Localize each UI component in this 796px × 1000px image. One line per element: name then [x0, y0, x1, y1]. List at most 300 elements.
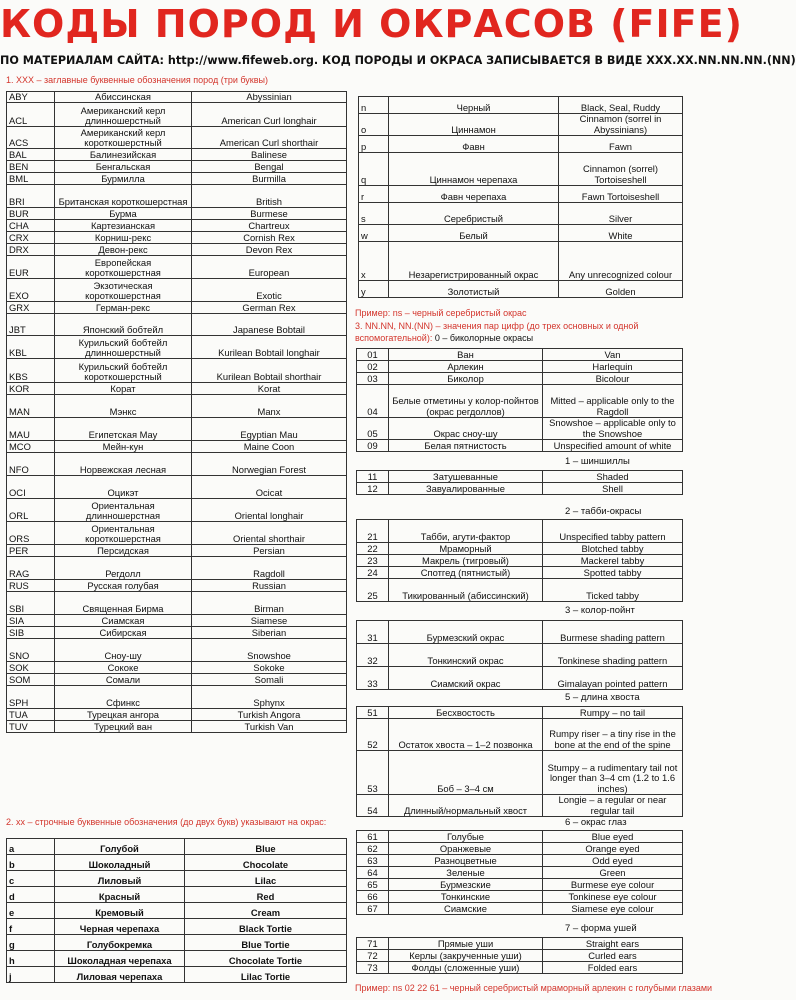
breed-row	[7, 721, 347, 733]
breed-row	[7, 476, 347, 499]
number-name-en: Blue eyed	[543, 831, 683, 843]
breed-code: TUV	[7, 721, 55, 733]
breed-name-ru: Турецкий ван	[55, 721, 192, 733]
breed-code: TUA	[7, 709, 55, 721]
breed-row	[7, 220, 347, 232]
color-row	[7, 903, 347, 919]
color-name-en: Chocolate	[185, 855, 347, 871]
breed-code: RAG	[7, 557, 55, 580]
breed-name-en: Sphynx	[192, 686, 347, 709]
number-name-en: Orange eyed	[543, 843, 683, 855]
breed-row	[7, 662, 347, 674]
color-code: x	[359, 242, 389, 281]
color-name-ru: Лиловый	[55, 871, 185, 887]
breed-name-ru: Курильский бобтейл короткошерстный	[55, 359, 192, 383]
number-name-en: Folded ears	[543, 962, 683, 974]
breed-code: BEN	[7, 161, 55, 173]
breed-name-ru: Курильский бобтейл длинношерстный	[55, 336, 192, 359]
breed-name-ru: Сиамская	[55, 615, 192, 627]
color-code: g	[7, 935, 55, 951]
breed-row	[7, 208, 347, 220]
color-name-en: Blue	[185, 839, 347, 855]
number-name-ru: Спотгед (пятнистый)	[389, 567, 543, 579]
color-row	[7, 855, 347, 871]
number-group-table	[356, 470, 683, 495]
number-row	[357, 567, 683, 579]
breed-row	[7, 453, 347, 476]
breed-row	[7, 418, 347, 441]
number-row	[357, 879, 683, 891]
color-row	[359, 203, 683, 225]
breed-row	[7, 499, 347, 522]
number-code: 72	[357, 950, 389, 962]
breed-name-ru: Сноу-шу	[55, 639, 192, 662]
number-row	[357, 719, 683, 751]
breed-code: SIB	[7, 627, 55, 639]
breed-name-ru: Священная Бирма	[55, 592, 192, 615]
color-row	[359, 186, 683, 203]
number-code: 03	[357, 373, 389, 385]
number-code: 04	[357, 385, 389, 418]
breed-code: ORL	[7, 499, 55, 522]
number-name-ru: Боб – 3–4 см	[389, 751, 543, 795]
breed-name-en: Manx	[192, 395, 347, 418]
number-name-ru: Бурмезский окрас	[389, 621, 543, 644]
color-name-ru: Незарегистрированный окрас	[389, 242, 559, 281]
breed-name-en: Siberian	[192, 627, 347, 639]
number-name-en: Gimalayan pointed pattern	[543, 667, 683, 690]
color-name-ru: Шоколадный	[55, 855, 185, 871]
number-row	[357, 831, 683, 843]
color-code: w	[359, 225, 389, 242]
breed-name-ru: Американский керл длинношерстный	[55, 103, 192, 127]
number-name-en: Mackerel tabby	[543, 555, 683, 567]
colors-table-left	[6, 838, 347, 983]
number-name-en: Curled ears	[543, 950, 683, 962]
color-name-ru: Голубокремка	[55, 935, 185, 951]
number-name-en: Rumpy riser – a tiny rise in the bone at the end of the spine	[543, 719, 683, 751]
color-name-en: Lilac Tortie	[185, 967, 347, 983]
number-name-ru: Завуалированные	[389, 483, 543, 495]
number-code: 62	[357, 843, 389, 855]
number-row	[357, 621, 683, 644]
breed-row	[7, 522, 347, 545]
breed-name-en: Abyssinian	[192, 92, 347, 103]
breed-name-ru: Европейская короткошерстная	[55, 256, 192, 279]
breed-name-en: Bengal	[192, 161, 347, 173]
number-code: 61	[357, 831, 389, 843]
breed-name-ru: Экзотическая короткошерстная	[55, 279, 192, 302]
color-row	[359, 281, 683, 298]
breed-name-ru: Турецкая ангора	[55, 709, 192, 721]
number-row	[357, 373, 683, 385]
color-name-en: Black, Seal, Ruddy	[559, 97, 683, 114]
color-row	[7, 919, 347, 935]
group-title: 1 – шиншиллы	[565, 456, 630, 467]
number-code: 25	[357, 579, 389, 602]
breed-code: SOK	[7, 662, 55, 674]
number-row	[357, 938, 683, 950]
number-group-table	[356, 706, 683, 817]
breed-code: BAL	[7, 149, 55, 161]
color-name-en: Fawn Tortoiseshell	[559, 186, 683, 203]
breed-name-en: Snowshoe	[192, 639, 347, 662]
breed-name-en: European	[192, 256, 347, 279]
breed-code: BRI	[7, 185, 55, 208]
breed-row	[7, 244, 347, 256]
breed-name-ru: Сфинкс	[55, 686, 192, 709]
number-name-en: Tonkinese shading pattern	[543, 644, 683, 667]
color-name-en: Chocolate Tortie	[185, 951, 347, 967]
breed-code: EUR	[7, 256, 55, 279]
breed-name-en: Kurilean Bobtail shorthair	[192, 359, 347, 383]
breed-name-en: Turkish Van	[192, 721, 347, 733]
breed-code: ORS	[7, 522, 55, 545]
number-name-en: Green	[543, 867, 683, 879]
number-name-en: Snowshoe – applicable only to the Snowshoe	[543, 418, 683, 440]
number-name-en: Burmese shading pattern	[543, 621, 683, 644]
number-name-ru: Фолды (сложенные уши)	[389, 962, 543, 974]
color-name-ru: Циннамон	[389, 114, 559, 136]
example-note: Пример: ns – черный серебристый окрас	[355, 308, 527, 318]
number-row	[357, 543, 683, 555]
number-row	[357, 903, 683, 915]
color-name-ru: Золотистый	[389, 281, 559, 298]
number-name-en: Mitted – applicable only to the Ragdoll	[543, 385, 683, 418]
color-row	[7, 887, 347, 903]
number-row	[357, 950, 683, 962]
breed-code: PER	[7, 545, 55, 557]
breed-name-ru: Египетская Мау	[55, 418, 192, 441]
color-row	[359, 114, 683, 136]
number-name-en: Van	[543, 349, 683, 361]
number-name-ru: Сиамские	[389, 903, 543, 915]
color-name-en: Any unrecognized colour	[559, 242, 683, 281]
breed-name-en: Somali	[192, 674, 347, 686]
breed-name-ru: Балинезийская	[55, 149, 192, 161]
breed-name-en: Exotic	[192, 279, 347, 302]
color-code: y	[359, 281, 389, 298]
breed-code: MAN	[7, 395, 55, 418]
breed-row	[7, 173, 347, 185]
number-row	[357, 891, 683, 903]
number-code: 53	[357, 751, 389, 795]
breed-code: KOR	[7, 383, 55, 395]
number-name-en: Unspecified tabby pattern	[543, 520, 683, 543]
color-row	[359, 242, 683, 281]
color-name-en: Fawn	[559, 136, 683, 153]
breed-code: ACS	[7, 127, 55, 149]
color-name-en: Cinnamon (sorrel in Abyssinians)	[559, 114, 683, 136]
color-row	[7, 839, 347, 855]
breed-code: KBL	[7, 336, 55, 359]
breed-name-ru: Корниш-рекс	[55, 232, 192, 244]
number-name-en: Odd eyed	[543, 855, 683, 867]
number-name-en: Unspecified amount of white	[543, 440, 683, 452]
breed-name-en: Russian	[192, 580, 347, 592]
number-row	[357, 385, 683, 418]
breed-code: BML	[7, 173, 55, 185]
breed-row	[7, 359, 347, 383]
breed-name-ru: Ориентальная короткошерстная	[55, 522, 192, 545]
number-group-table	[356, 519, 683, 602]
number-name-ru: Арлекин	[389, 361, 543, 373]
breed-row	[7, 383, 347, 395]
breed-name-ru: Сококе	[55, 662, 192, 674]
breed-row	[7, 185, 347, 208]
number-name-ru: Белые отметины у колор-пойнтов (окрас регдоллов)	[389, 385, 543, 418]
breed-name-ru: Абиссинская	[55, 92, 192, 103]
breed-name-ru: Персидская	[55, 545, 192, 557]
number-row	[357, 751, 683, 795]
color-code: h	[7, 951, 55, 967]
breed-row	[7, 580, 347, 592]
breed-name-en: Cornish Rex	[192, 232, 347, 244]
color-name-ru: Фавн	[389, 136, 559, 153]
number-code: 11	[357, 471, 389, 483]
breed-name-en: Burmese	[192, 208, 347, 220]
breed-code: ACL	[7, 103, 55, 127]
number-name-en: Rumpy – no tail	[543, 707, 683, 719]
breed-name-ru: Японский бобтейл	[55, 314, 192, 336]
breed-name-en: Chartreux	[192, 220, 347, 232]
number-name-ru: Тонкинские	[389, 891, 543, 903]
color-name-en: Cream	[185, 903, 347, 919]
number-code: 31	[357, 621, 389, 644]
color-row	[7, 871, 347, 887]
breed-name-ru: Бенгальская	[55, 161, 192, 173]
breed-name-ru: Девон-рекс	[55, 244, 192, 256]
number-name-ru: Ван	[389, 349, 543, 361]
number-code: 23	[357, 555, 389, 567]
breed-name-ru: Оцикэт	[55, 476, 192, 499]
breed-name-en: German Rex	[192, 302, 347, 314]
color-row	[7, 951, 347, 967]
number-group-table	[356, 348, 683, 452]
breed-code: KBS	[7, 359, 55, 383]
breed-name-en: Balinese	[192, 149, 347, 161]
breeds-table	[6, 91, 347, 733]
number-code: 66	[357, 891, 389, 903]
number-name-ru: Белая пятнистость	[389, 440, 543, 452]
breed-code: SPH	[7, 686, 55, 709]
color-name-ru: Черная черепаха	[55, 919, 185, 935]
number-code: 01	[357, 349, 389, 361]
color-name-ru: Лиловая черепаха	[55, 967, 185, 983]
color-name-en: Golden	[559, 281, 683, 298]
breed-row	[7, 103, 347, 127]
number-name-ru: Прямые уши	[389, 938, 543, 950]
color-name-en: Cinnamon (sorrel) Tortoiseshell	[559, 153, 683, 186]
color-name-ru: Кремовый	[55, 903, 185, 919]
breed-code: MCO	[7, 441, 55, 453]
number-row	[357, 418, 683, 440]
color-code: n	[359, 97, 389, 114]
color-name-ru: Голубой	[55, 839, 185, 855]
number-code: 24	[357, 567, 389, 579]
breed-code: SIA	[7, 615, 55, 627]
number-row	[357, 483, 683, 495]
number-name-ru: Тикированный (абиссинский)	[389, 579, 543, 602]
number-row	[357, 795, 683, 817]
breed-row	[7, 674, 347, 686]
color-name-ru: Серебристый	[389, 203, 559, 225]
color-code: c	[7, 871, 55, 887]
breed-name-ru: Норвежская лесная	[55, 453, 192, 476]
breed-name-en: Devon Rex	[192, 244, 347, 256]
number-name-ru: Табби, агути-фактор	[389, 520, 543, 543]
breed-name-en: Norwegian Forest	[192, 453, 347, 476]
breed-name-en: Egyptian Mau	[192, 418, 347, 441]
color-name-ru: Красный	[55, 887, 185, 903]
color-name-ru: Черный	[389, 97, 559, 114]
breed-name-ru: Картезианская	[55, 220, 192, 232]
color-code: d	[7, 887, 55, 903]
color-code: o	[359, 114, 389, 136]
number-code: 64	[357, 867, 389, 879]
breed-code: EXO	[7, 279, 55, 302]
number-row	[357, 471, 683, 483]
color-code: b	[7, 855, 55, 871]
number-row	[357, 855, 683, 867]
numbers-heading: 3. NN.NN, NN.(NN) – значения пар цифр (до трех основных и одной	[355, 321, 639, 331]
number-code: 09	[357, 440, 389, 452]
breed-code: JBT	[7, 314, 55, 336]
color-code: a	[7, 839, 55, 855]
footer-example: Пример: ns 02 22 61 – черный серебристый мраморный арлекин с голубыми глазами	[355, 983, 713, 993]
number-name-en: Burmese eye colour	[543, 879, 683, 891]
breed-name-en: Oriental shorthair	[192, 522, 347, 545]
number-name-en: Ticked tabby	[543, 579, 683, 602]
breed-code: BUR	[7, 208, 55, 220]
breed-row	[7, 545, 347, 557]
color-name-ru: Шоколадная черепаха	[55, 951, 185, 967]
colors-heading: 2. xx – строчные буквенные обозначения (до двух букв) указывают на окрас:	[6, 817, 327, 827]
breed-name-en: American Curl shorthair	[192, 127, 347, 149]
number-code: 71	[357, 938, 389, 950]
breed-code: GRX	[7, 302, 55, 314]
color-name-ru: Циннамон черепаха	[389, 153, 559, 186]
breed-name-en: Sokoke	[192, 662, 347, 674]
number-code: 51	[357, 707, 389, 719]
breed-code: CHA	[7, 220, 55, 232]
breed-code: NFO	[7, 453, 55, 476]
number-name-ru: Остаток хвоста – 1–2 позвонка	[389, 719, 543, 751]
number-name-en: Spotted tabby	[543, 567, 683, 579]
number-name-ru: Затушеванные	[389, 471, 543, 483]
breed-row	[7, 336, 347, 359]
group-title: 2 – табби-окрасы	[565, 506, 642, 517]
breed-code: SOM	[7, 674, 55, 686]
number-name-ru: Керлы (закрученные уши)	[389, 950, 543, 962]
breed-code: ABY	[7, 92, 55, 103]
color-name-en: White	[559, 225, 683, 242]
number-name-ru: Мраморный	[389, 543, 543, 555]
group-title: 6 – окрас глаз	[565, 817, 627, 828]
breeds-heading: 1. XXX – заглавные буквенные обозначения пород (три буквы)	[6, 75, 268, 85]
color-code: p	[359, 136, 389, 153]
breed-row	[7, 441, 347, 453]
number-group-table	[356, 620, 683, 690]
number-row	[357, 667, 683, 690]
color-row	[359, 97, 683, 114]
breed-name-ru: Британская короткошерстная	[55, 185, 192, 208]
breed-name-ru: Американский керл короткошерстный	[55, 127, 192, 149]
number-row	[357, 555, 683, 567]
breed-row	[7, 615, 347, 627]
breed-row	[7, 279, 347, 302]
number-name-en: Shell	[543, 483, 683, 495]
number-group-table	[356, 937, 683, 974]
number-name-ru: Бурмезские	[389, 879, 543, 891]
number-name-en: Shaded	[543, 471, 683, 483]
breed-code: OCI	[7, 476, 55, 499]
breed-name-ru: Мейн-кун	[55, 441, 192, 453]
breed-name-ru: Герман-рекс	[55, 302, 192, 314]
number-row	[357, 520, 683, 543]
number-code: 12	[357, 483, 389, 495]
breed-name-ru: Сибирская	[55, 627, 192, 639]
number-name-en: Stumpy – a rudimentary tail not longer than 3–4 cm (1.2 to 1.6 inches)	[543, 751, 683, 795]
breed-code: DRX	[7, 244, 55, 256]
color-row	[7, 967, 347, 983]
number-name-en: Harlequin	[543, 361, 683, 373]
number-code: 33	[357, 667, 389, 690]
color-code: j	[7, 967, 55, 983]
breed-row	[7, 709, 347, 721]
color-row	[7, 935, 347, 951]
color-name-en: Silver	[559, 203, 683, 225]
number-row	[357, 440, 683, 452]
number-row	[357, 962, 683, 974]
group-title: 5 – длина хвоста	[565, 692, 640, 703]
breed-code: CRX	[7, 232, 55, 244]
number-row	[357, 361, 683, 373]
color-row	[359, 225, 683, 242]
breed-name-en: Ragdoll	[192, 557, 347, 580]
number-row	[357, 843, 683, 855]
breed-row	[7, 256, 347, 279]
numbers-subheading: вспомогательной): 0 – биколорные окрасы	[355, 333, 534, 343]
breed-name-ru: Мэнкс	[55, 395, 192, 418]
breed-row	[7, 627, 347, 639]
breed-name-ru: Бурмилла	[55, 173, 192, 185]
color-name-ru: Белый	[389, 225, 559, 242]
number-code: 67	[357, 903, 389, 915]
colors-table-right	[358, 96, 683, 298]
color-name-ru: Фавн черепаха	[389, 186, 559, 203]
color-name-en: Black Tortie	[185, 919, 347, 935]
number-code: 73	[357, 962, 389, 974]
number-code: 65	[357, 879, 389, 891]
breed-name-en: Birman	[192, 592, 347, 615]
number-name-ru: Голубые	[389, 831, 543, 843]
number-code: 21	[357, 520, 389, 543]
number-name-ru: Длинный/нормальный хвост	[389, 795, 543, 817]
breed-row	[7, 592, 347, 615]
breed-name-ru: Регдолл	[55, 557, 192, 580]
color-code: r	[359, 186, 389, 203]
number-row	[357, 579, 683, 602]
number-row	[357, 707, 683, 719]
breed-row	[7, 395, 347, 418]
number-name-en: Bicolour	[543, 373, 683, 385]
color-code: f	[7, 919, 55, 935]
number-name-ru: Оранжевые	[389, 843, 543, 855]
breed-name-en: Oriental longhair	[192, 499, 347, 522]
breed-name-ru: Ориентальная длинношерстная	[55, 499, 192, 522]
breed-name-en: Ocicat	[192, 476, 347, 499]
